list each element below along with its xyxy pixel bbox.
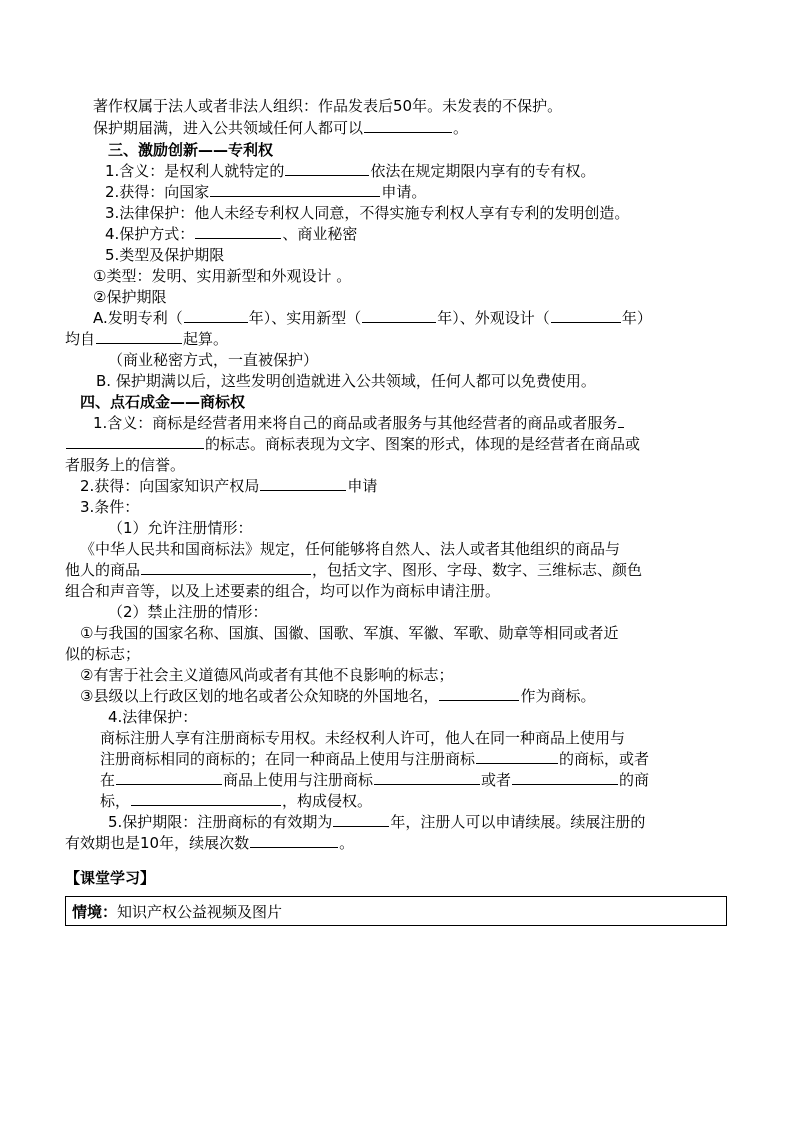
blank	[131, 791, 281, 806]
text-line	[105, 161, 595, 181]
text: 作为商标。	[520, 687, 596, 705]
section-heading-patent	[108, 140, 273, 160]
text: 年）	[621, 309, 652, 327]
text: ③县级以上行政区划的地名或者公众知晓的外国地名，	[80, 687, 439, 705]
text: 标，	[100, 792, 131, 810]
text: （商业秘密方式，一直被保护）	[108, 351, 319, 369]
text-line	[105, 203, 629, 223]
section-heading-trademark	[80, 392, 245, 412]
situation-line	[72, 902, 282, 922]
text-line	[93, 266, 351, 286]
text-line	[108, 602, 268, 622]
text-line	[105, 224, 357, 244]
blank	[285, 161, 369, 176]
text: A.发明专利（	[93, 309, 183, 327]
blank	[195, 224, 281, 239]
text-line	[93, 118, 468, 138]
text: 年）、实用新型（	[248, 309, 362, 327]
text-line	[80, 665, 453, 685]
text-line	[65, 455, 185, 475]
text-line	[96, 371, 596, 391]
text: 《中华人民共和国商标法》规定，任何能够将自然人、法人或者其他组织的商品与	[80, 540, 621, 558]
blank	[184, 308, 248, 323]
text: 注册商标相同的商标的；在同一种商品上使用与注册商标	[100, 750, 476, 768]
text: 1.含义：是权利人就特定的	[105, 162, 285, 180]
text: 2.获得：向国家知识产权局	[80, 477, 260, 495]
text-line	[93, 96, 562, 116]
text: 5.类型及保护期限	[105, 246, 225, 264]
blank	[210, 182, 380, 197]
blank	[374, 770, 480, 785]
blank	[551, 308, 621, 323]
blank	[260, 476, 346, 491]
text: 的商标，或者	[559, 750, 650, 768]
text: 似的标志；	[65, 645, 141, 663]
text: ②有害于社会主义道德风尚或者有其他不良影响的标志；	[80, 666, 454, 684]
text-line	[80, 497, 139, 517]
text: ①类型：发明、实用新型和外观设计 。	[93, 267, 352, 285]
text: 起算。	[183, 330, 229, 348]
text-line	[100, 749, 649, 769]
situation-text: 知识产权公益视频及图片	[117, 903, 283, 921]
text-line	[105, 245, 224, 265]
text-line	[65, 833, 354, 853]
blank	[333, 812, 389, 827]
text-line	[100, 770, 649, 790]
text: ②保护期限	[93, 288, 167, 306]
text: 著作权属于法人或者非法人组织：作品发表后50年。未发表的不保护。	[93, 97, 563, 115]
text: 。	[339, 834, 355, 852]
blank	[66, 434, 204, 449]
text: 3.条件：	[80, 498, 140, 516]
text-line	[65, 581, 500, 601]
text: 的商	[619, 771, 650, 789]
text: 2.获得：向国家	[105, 183, 210, 201]
heading-text: 三、激励创新——专利权	[108, 141, 274, 159]
text-line	[93, 413, 625, 433]
text-line	[93, 287, 166, 307]
text-line	[108, 350, 318, 370]
text: 商标注册人享有注册商标专用权。未经权利人许可，他人在同一种商品上使用与	[100, 729, 626, 747]
text: 依法在规定期限内享有的专有权。	[370, 162, 596, 180]
text: 申请	[347, 477, 378, 495]
blank	[439, 686, 519, 701]
text: ，包括文字、图形、字母、数字、三维标志、颜色	[312, 561, 643, 579]
text-line	[80, 623, 618, 643]
text: （1）允许注册情形：	[108, 519, 253, 537]
blank	[364, 118, 452, 133]
blank	[362, 308, 436, 323]
text-line	[80, 686, 595, 706]
blank	[116, 770, 222, 785]
text: 4.保护方式：	[105, 225, 195, 243]
heading-text: 四、点石成金——商标权	[80, 393, 246, 411]
blank	[96, 329, 182, 344]
text-line	[100, 791, 372, 811]
situation-box	[65, 896, 727, 926]
section-heading-classroom	[65, 868, 155, 888]
blank	[250, 833, 338, 848]
text: B. 保护期满以后，这些发明创造就进入公共领域，任何人都可以免费使用。	[96, 372, 596, 390]
text: 1.含义：商标是经营者用来将自己的商品或者服务与其他经营者的商品或者服务	[93, 414, 618, 432]
blank	[141, 560, 311, 575]
text: 商品上使用与注册商标	[223, 771, 374, 789]
text-line	[65, 560, 642, 580]
text: （2）禁止注册的情形：	[108, 603, 268, 621]
text-line	[80, 539, 620, 559]
situation-label: 情境：	[72, 903, 118, 921]
blank	[476, 749, 558, 764]
heading-text: 【课堂学习】	[65, 869, 156, 887]
text: 申请。	[381, 183, 427, 201]
text-line	[100, 728, 625, 748]
text: 者服务上的信誉。	[65, 456, 186, 474]
text-line	[105, 182, 426, 202]
text: 组合和声音等，以及上述要素的组合，均可以作为商标申请注册。	[65, 582, 501, 600]
text-line	[65, 329, 228, 349]
text: 在	[100, 771, 116, 789]
text: 年，注册人可以申请续展。续展注册的	[390, 813, 646, 831]
text: 或者	[481, 771, 512, 789]
text: 有效期也是10年，续展次数	[65, 834, 250, 852]
text-line	[65, 434, 640, 454]
blank	[618, 413, 624, 428]
text: 均自	[65, 330, 96, 348]
text: 的标志。商标表现为文字、图案的形式，体现的是经营者在商品或	[205, 435, 641, 453]
text: 保护期届满，进入公共领域任何人都可以	[93, 119, 364, 137]
text: 他人的商品	[65, 561, 141, 579]
text-line	[80, 476, 377, 496]
text-line	[93, 308, 652, 328]
text-line	[108, 518, 253, 538]
text-line	[108, 707, 197, 727]
text-line	[65, 644, 140, 664]
text: 、商业秘密	[282, 225, 358, 243]
text: 3.法律保护：他人未经专利权人同意，不得实施专利权人享有专利的发明创造。	[105, 204, 630, 222]
text: ①与我国的国家名称、国旗、国徽、国歌、军旗、军徽、军歌、勋章等相同或者近	[80, 624, 619, 642]
text: 4.法律保护：	[108, 708, 198, 726]
blank	[512, 770, 618, 785]
text: 5.保护期限：注册商标的有效期为	[108, 813, 333, 831]
text: ，构成侵权。	[282, 792, 373, 810]
text: 。	[453, 119, 469, 137]
text-line	[108, 812, 645, 832]
text: 年）、外观设计（	[437, 309, 550, 327]
